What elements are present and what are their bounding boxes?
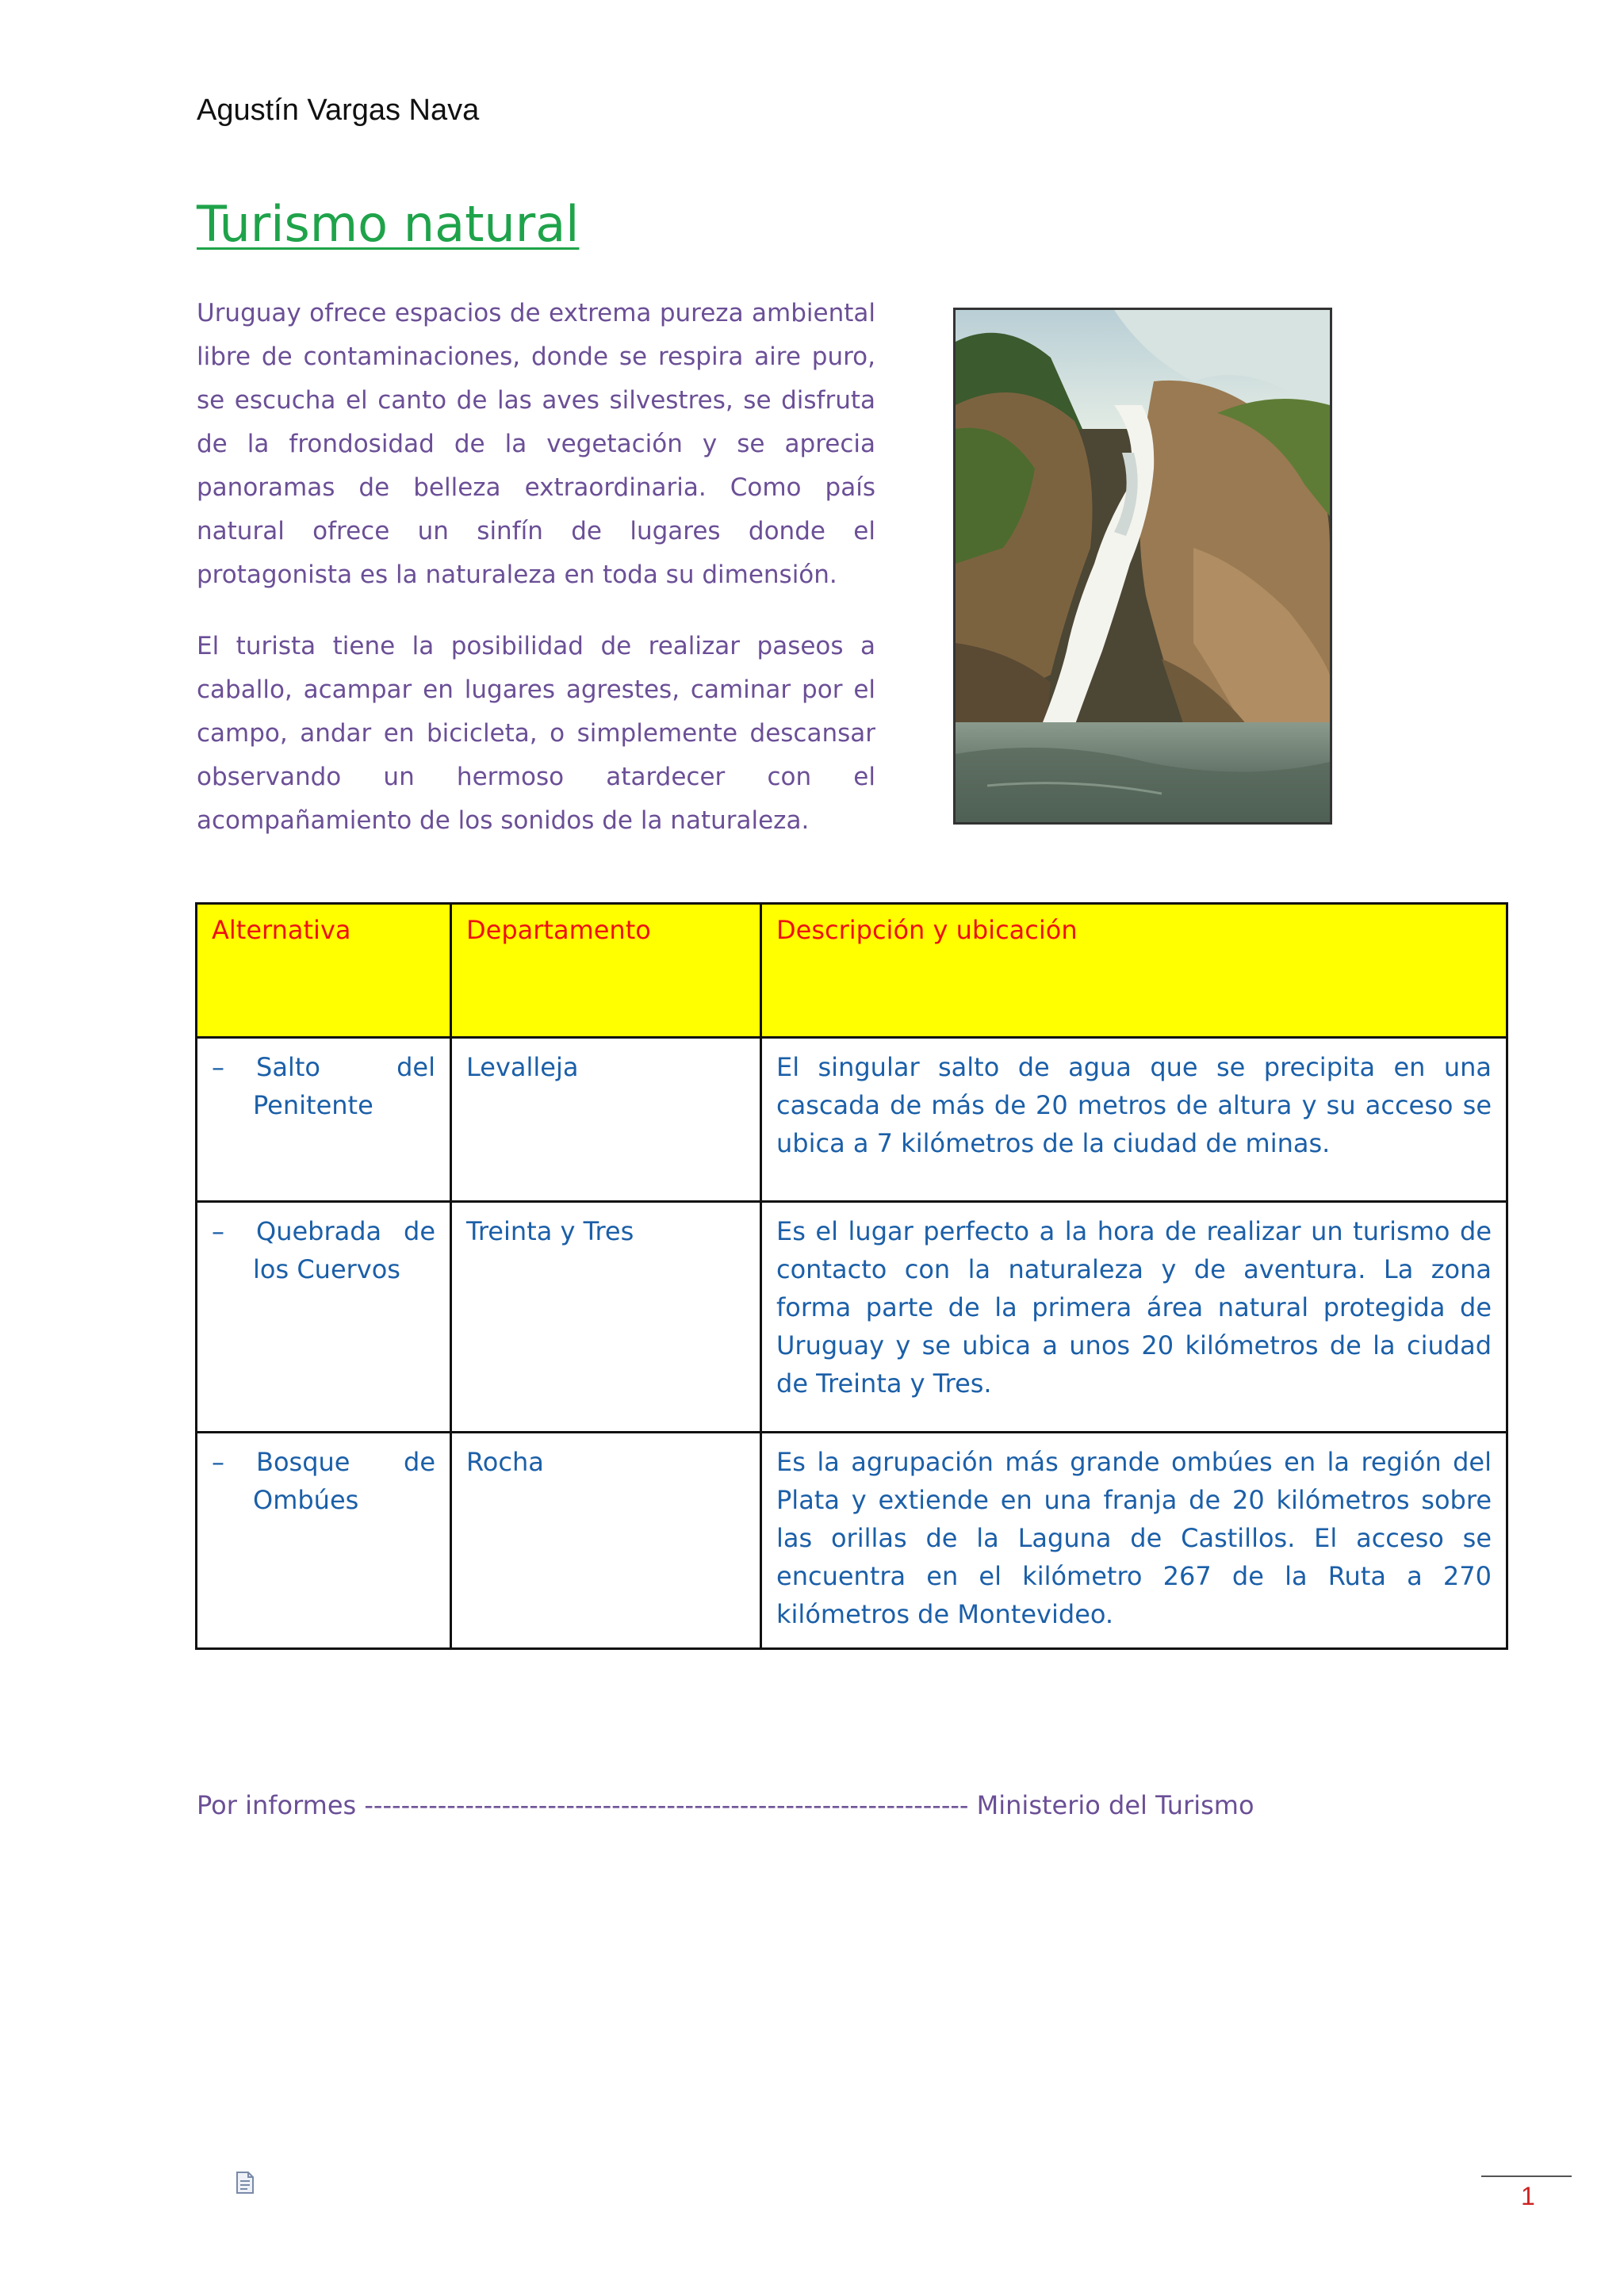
header-descripcion: Descripción y ubicación <box>761 904 1507 1038</box>
header-departamento: Departamento <box>451 904 761 1038</box>
cell-departamento: Rocha <box>451 1433 761 1649</box>
header-author: Agustín Vargas Nava <box>197 94 480 127</box>
waterfall-photo <box>953 308 1332 825</box>
table-header-row <box>197 904 1507 1038</box>
alternativa-text: Quebrada de los Cuervos <box>253 1216 435 1284</box>
bullet-dash: – <box>212 1216 224 1246</box>
cell-alternativa <box>197 1433 451 1649</box>
table-row <box>197 1038 1507 1202</box>
intro-paragraph-1: Uruguay ofrece espacios de extrema pureza ambiental libre de contaminaciones, donde se respira aire puro, se escucha el canto de las aves silvestres, se disfruta de la frondosidad de la vegetación y se aprecia panoramas de belleza extraordinaria. Como país natural ofrece un sinfín de lugares donde el protagonista es la naturaleza en toda su dimensión. <box>197 299 875 589</box>
table-row <box>197 1433 1507 1649</box>
footer-dashes: ------------------------------------------------------------------ <box>364 1790 969 1820</box>
alternatives-table <box>195 902 1508 1650</box>
table-row <box>197 1202 1507 1433</box>
page-title: Turismo natural <box>197 195 580 253</box>
page-number: 1 <box>1521 2182 1535 2210</box>
cell-alternativa <box>197 1202 451 1433</box>
cell-departamento: Levalleja <box>451 1038 761 1202</box>
document-icon <box>235 2171 255 2195</box>
bullet-dash: – <box>212 1447 224 1477</box>
footer-contact-line <box>197 1790 1254 1820</box>
footer-label: Por informes <box>197 1790 357 1820</box>
cell-descripcion: Es la agrupación más grande ombúes en la región del Plata y extiende en una franja de 20 kilómetros sobre las orillas de la Laguna de Castillos. El acceso se encuentra en el kilómetro 267 de la Ruta a 270 kilómetros de Montevideo. <box>761 1433 1507 1649</box>
header-alternativa: Alternativa <box>197 904 451 1038</box>
cell-descripcion: El singular salto de agua que se precipita en una cascada de más de 20 metros de altura y su acceso se ubica a 7 kilómetros de la ciudad de minas. <box>761 1038 1507 1202</box>
bullet-dash: – <box>212 1052 224 1082</box>
footer-contact: Ministerio del Turismo <box>976 1790 1254 1820</box>
page-number-rule <box>1481 2175 1572 2177</box>
alternativa-text: Salto del Penitente <box>253 1052 435 1120</box>
alternativa-text: Bosque de Ombúes <box>253 1447 435 1515</box>
cell-departamento: Treinta y Tres <box>451 1202 761 1433</box>
cell-descripcion: Es el lugar perfecto a la hora de realizar un turismo de contacto con la naturaleza y de aventura. La zona forma parte de la primera área natural protegida de Uruguay y se ubica a unos 20 kilómetros de la ciudad de Treinta y Tres. <box>761 1202 1507 1433</box>
cell-alternativa <box>197 1038 451 1202</box>
intro-paragraph-2: El turista tiene la posibilidad de realizar paseos a caballo, acampar en lugares agrestes, caminar por el campo, andar en bicicleta, o simplemente descansar observando un hermoso atardecer con el acompañamiento de los sonidos de la naturaleza. <box>197 632 875 835</box>
